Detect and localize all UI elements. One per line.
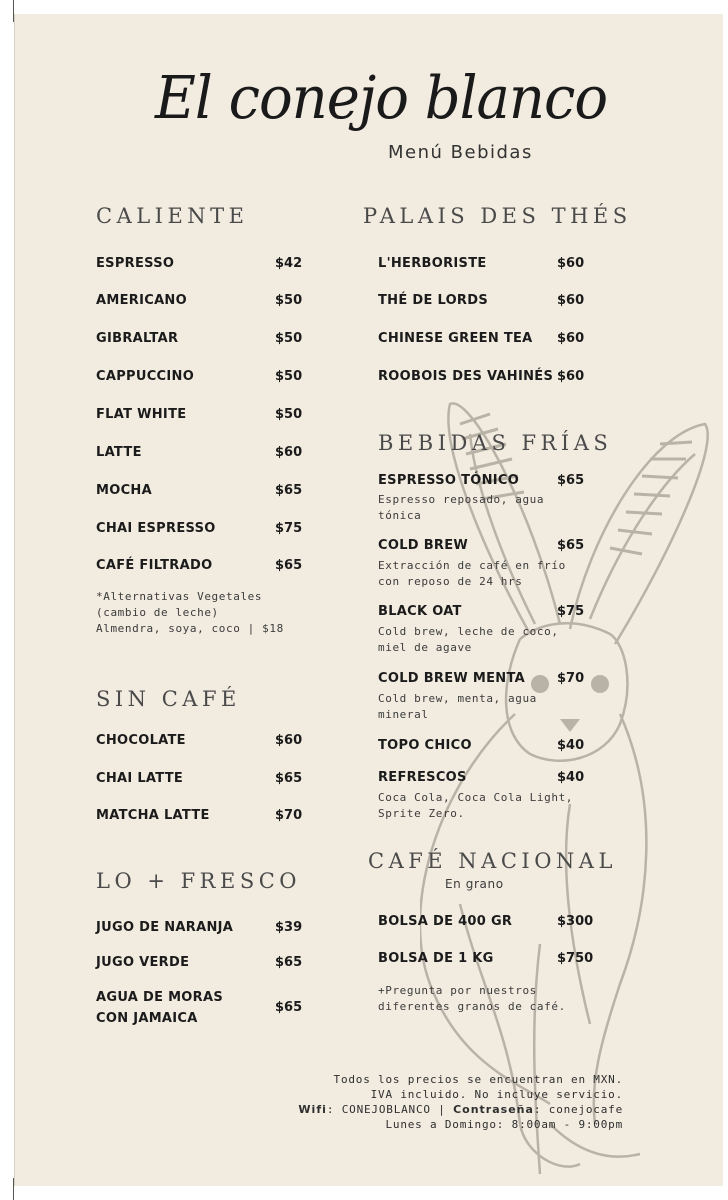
- note-line: diferentes granos de café.: [378, 1000, 566, 1013]
- menu-item-name: JUGO VERDE: [96, 955, 190, 970]
- menu-item-price: $750: [557, 951, 594, 966]
- menu-item-price: $65: [557, 538, 585, 553]
- description-line: Sprite Zero.: [378, 807, 465, 820]
- menu-item-price: $60: [557, 293, 585, 308]
- menu-item-price: $50: [275, 369, 303, 384]
- menu-item-price: $300: [557, 914, 594, 929]
- menu-item-price: $60: [557, 369, 585, 384]
- menu-item-price: $50: [275, 293, 303, 308]
- section-title-nacional: CAFÉ NACIONAL: [368, 849, 617, 873]
- menu-item-description: [378, 492, 544, 524]
- menu-item-price: $60: [275, 733, 303, 748]
- menu-item-name: CHAI LATTE: [96, 771, 184, 786]
- menu-item-price: $50: [275, 407, 303, 422]
- menu-item-price: $40: [557, 738, 585, 753]
- description-line: Extracción de café en frío: [378, 559, 566, 572]
- note-line: (cambio de leche): [96, 606, 219, 619]
- menu-item-name: CHINESE GREEN TEA: [378, 331, 533, 346]
- description-line: Cold brew, menta, agua: [378, 692, 537, 705]
- description-line: con reposo de 24 hrs: [378, 575, 523, 588]
- menu-item-name: ROOBOIS DES VAHINÉS: [378, 369, 554, 384]
- menu-item-price: $39: [275, 920, 303, 935]
- menu-item-price: $70: [275, 808, 303, 823]
- description-line: tónica: [378, 509, 422, 522]
- description-line: miel de agave: [378, 641, 472, 654]
- menu-item-price: $42: [275, 256, 303, 271]
- menu-item-name: CHAI ESPRESSO: [96, 521, 216, 536]
- note-line: +Pregunta por nuestros: [378, 984, 537, 997]
- menu-item-name: BOLSA DE 1 KG: [378, 951, 494, 966]
- section-title-sin-cafe: SIN CAFÉ: [96, 687, 241, 711]
- menu-item-price: $65: [557, 473, 585, 488]
- wifi-label: Wifi: [298, 1103, 327, 1116]
- menu-item-description: [378, 790, 573, 822]
- menu-item-name: L'HERBORISTE: [378, 256, 487, 271]
- menu-item-name: COLD BREW MENTA: [378, 671, 525, 686]
- menu-item-name: LATTE: [96, 445, 142, 460]
- menu-item-name: REFRESCOS: [378, 770, 467, 785]
- note-line: Almendra, soya, coco | $18: [96, 622, 284, 635]
- menu-item-name: JUGO DE NARANJA: [96, 920, 234, 935]
- menu-item-description: [378, 558, 566, 590]
- section-subtitle: En grano: [445, 877, 504, 891]
- menu-item-price: $75: [275, 521, 303, 536]
- password-label: Contraseña: [453, 1103, 534, 1116]
- plant-milk-note: [96, 589, 284, 637]
- menu-item-name: CAPPUCCINO: [96, 369, 195, 384]
- note-line: *Alternativas Vegetales: [96, 590, 263, 603]
- menu-item-name: TOPO CHICO: [378, 738, 472, 753]
- brand-logo: El conejo blanco: [155, 64, 608, 133]
- description-line: Coca Cola, Coca Cola Light,: [378, 791, 574, 804]
- menu-item-name: MATCHA LATTE: [96, 808, 210, 823]
- menu-item-name: AGUA DE MORAS: [96, 990, 223, 1005]
- footer-prices-note: Todos los precios se encuentran en MXN.: [333, 1073, 623, 1086]
- menu-item-price: $70: [557, 671, 585, 686]
- menu-subtitle: Menú Bebidas: [388, 142, 533, 163]
- menu-item-name: CAFÉ FILTRADO: [96, 558, 213, 573]
- beans-note: [378, 983, 566, 1015]
- menu-item-name: AMERICANO: [96, 293, 187, 308]
- menu-item-name: COLD BREW: [378, 538, 469, 553]
- menu-item-name: BOLSA DE 400 GR: [378, 914, 513, 929]
- menu-page: [14, 14, 723, 1186]
- menu-item-name: BLACK OAT: [378, 604, 462, 619]
- menu-item-price: $65: [275, 558, 303, 573]
- footer-hours: Lunes a Domingo: 8:00am - 9:00pm: [385, 1118, 623, 1131]
- footer-tax-note: IVA incluido. No incluye servicio.: [370, 1088, 623, 1101]
- description-line: mineral: [378, 708, 429, 721]
- footer-wifi: [298, 1102, 623, 1117]
- menu-item-price: $60: [557, 331, 585, 346]
- wifi-value: : CONEJOBLANCO |: [326, 1103, 454, 1116]
- menu-item-price: $65: [275, 1000, 303, 1015]
- menu-item-price: $65: [275, 955, 303, 970]
- description-line: Cold brew, leche de coco,: [378, 625, 559, 638]
- menu-item-name: ESPRESSO: [96, 256, 175, 271]
- menu-item-name: THÉ DE LORDS: [378, 293, 488, 308]
- menu-item-price: $50: [275, 331, 303, 346]
- menu-item-description: [378, 691, 537, 723]
- menu-item-price: $75: [557, 604, 585, 619]
- footer-info: [298, 1072, 623, 1132]
- description-line: Espresso reposado, agua: [378, 493, 545, 506]
- menu-item-price: $65: [275, 771, 303, 786]
- menu-item-name: GIBRALTAR: [96, 331, 179, 346]
- section-title-frias: BEBIDAS FRÍAS: [378, 431, 613, 455]
- menu-item-name: CHOCOLATE: [96, 733, 186, 748]
- menu-item-name: MOCHA: [96, 483, 152, 498]
- menu-item-price: $65: [275, 483, 303, 498]
- password-value: : conejocafe: [533, 1103, 623, 1116]
- section-title-lo-fresco: LO + FRESCO: [96, 869, 301, 893]
- menu-item-name: ESPRESSO TÓNICO: [378, 473, 520, 488]
- menu-item-price: $40: [557, 770, 585, 785]
- menu-item-name: FLAT WHITE: [96, 407, 187, 422]
- menu-item-description: [378, 624, 559, 656]
- menu-item-name-line2: CON JAMAICA: [96, 1011, 198, 1026]
- section-title-palais: PALAIS DES THÉS: [363, 204, 632, 228]
- menu-item-price: $60: [275, 445, 303, 460]
- section-title-caliente: CALIENTE: [96, 204, 249, 228]
- menu-item-price: $60: [557, 256, 585, 271]
